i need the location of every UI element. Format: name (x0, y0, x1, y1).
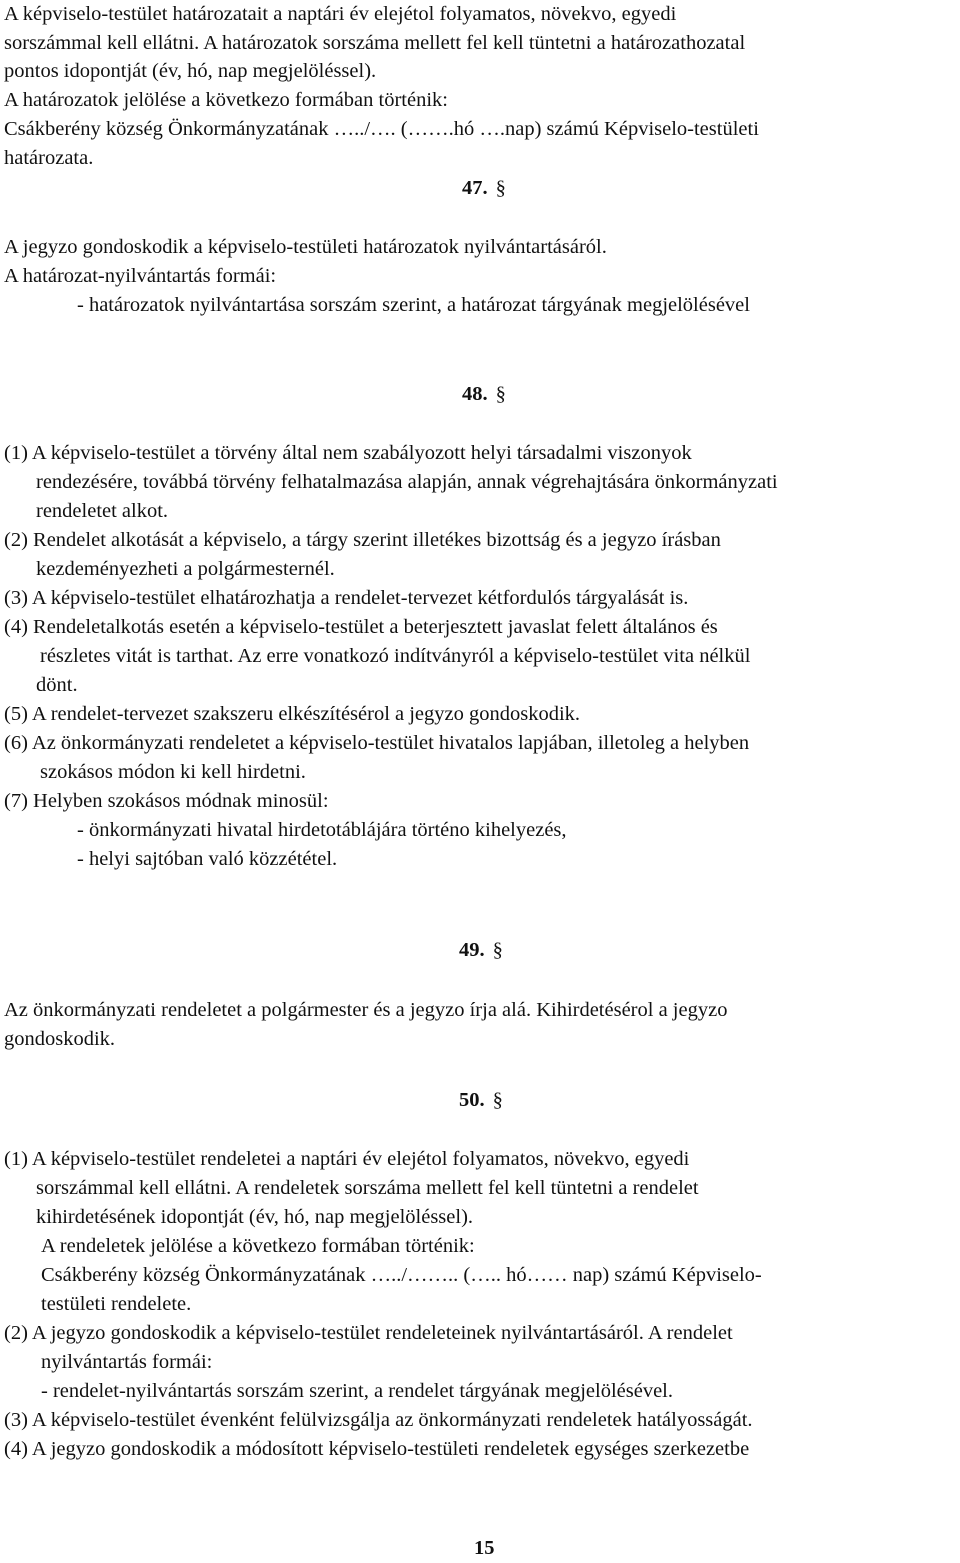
text-line: határozata. (4, 147, 94, 169)
text-line: pontos idopontját (év, hó, nap megjelöléssel). (4, 60, 377, 82)
section-heading-50 (459, 1090, 503, 1111)
text-line: (6) Az önkormányzati rendeletet a képviselo-testület hivatalos lapjában, illetoleg a helyben (4, 732, 750, 754)
text-line: A jegyzo gondoskodik a képviselo-testületi határozatok nyilvántartásáról. (4, 236, 607, 258)
text-line: A határozat-nyilvántartás formái: (4, 265, 277, 287)
text-line: (4) Rendeletalkotás esetén a képviselo-testület a beterjesztett javaslat felett általános és (4, 616, 718, 638)
text-line: (5) A rendelet-tervezet szakszeru elkészítésérol a jegyzo gondoskodik. (4, 703, 581, 725)
text-line: (3) A képviselo-testület évenként felülvizsgálja az önkormányzati rendeletek hatályosságát. (4, 1409, 753, 1431)
paragraph-symbol: § (495, 177, 506, 199)
text-line: (1) A képviselo-testület rendeletei a naptári év elejétol folyamatos, növekvo, egyedi (4, 1148, 690, 1170)
text-line: Csákberény község Önkormányzatának …../…. (…….hó ….nap) számú Képviselo-testületi (4, 118, 759, 140)
text-line: (3) A képviselo-testület elhatározhatja a rendelet-tervezet kétfordulós tárgyalását is. (4, 587, 689, 609)
text-line: sorszámmal kell ellátni. A rendeletek sorszáma mellett fel kell tüntetni a rendelet (36, 1177, 699, 1199)
text-line: (1) A képviselo-testület a törvény által nem szabályozott helyi társadalmi viszonyok (4, 442, 692, 464)
section-number: 48. (462, 383, 488, 405)
text-line: Az önkormányzati rendeletet a polgármester és a jegyzo írja alá. Kihirdetésérol a jegyzo (4, 999, 728, 1021)
text-line: nyilvántartás formái: (41, 1351, 213, 1373)
page-number: 15 (474, 1537, 495, 1559)
section-heading-49 (459, 940, 503, 961)
text-line: - határozatok nyilvántartása sorszám szerint, a határozat tárgyának megjelölésével (77, 294, 750, 316)
text-line: (7) Helyben szokásos módnak minosül: (4, 790, 329, 812)
text-line: (4) A jegyzo gondoskodik a módosított képviselo-testületi rendeletek egységes szerkezetbe (4, 1438, 750, 1460)
text-line: - helyi sajtóban való közzététel. (77, 848, 338, 870)
text-line: - önkormányzati hivatal hirdetotáblájára történo kihelyezés, (77, 819, 567, 841)
text-line: kihirdetésének idopontját (év, hó, nap megjelöléssel). (36, 1206, 474, 1228)
text-line: Csákberény község Önkormányzatának …../…….. (….. hó…… nap) számú Képviselo- (41, 1264, 762, 1286)
text-line: A képviselo-testület határozatait a naptári év elejétol folyamatos, növekvo, egyedi (4, 3, 677, 25)
text-line: rendezésére, továbbá törvény felhatalmazása alapján, annak végrehajtására önkormányzati (36, 471, 778, 493)
text-line: rendeletet alkot. (36, 500, 169, 522)
text-line: (2) Rendelet alkotását a képviselo, a tárgy szerint illetékes bizottság és a jegyzo írásban (4, 529, 721, 551)
paragraph-symbol: § (492, 1089, 503, 1111)
text-line: kezdeményezheti a polgármesternél. (36, 558, 335, 580)
text-line: A rendeletek jelölése a következo formában történik: (41, 1235, 475, 1257)
text-line: sorszámmal kell ellátni. A határozatok sorszáma mellett fel kell tüntetni a határozathozatal (4, 32, 746, 54)
section-number: 50. (459, 1089, 485, 1111)
paragraph-symbol: § (492, 939, 503, 961)
section-number: 47. (462, 177, 488, 199)
section-heading-48 (462, 384, 506, 405)
text-line: A határozatok jelölése a következo formában történik: (4, 89, 448, 111)
text-line: testületi rendelete. (41, 1293, 192, 1315)
text-line: szokásos módon ki kell hirdetni. (40, 761, 306, 783)
text-line: (2) A jegyzo gondoskodik a képviselo-testület rendeleteinek nyilvántartásáról. A rendelet (4, 1322, 733, 1344)
text-line: részletes vitát is tarthat. Az erre vonatkozó indítványról a képviselo-testület vita nélkül (40, 645, 751, 667)
text-line: gondoskodik. (4, 1028, 116, 1050)
text-line: - rendelet-nyilvántartás sorszám szerint, a rendelet tárgyának megjelölésével. (41, 1380, 674, 1402)
text-line: dönt. (36, 674, 78, 696)
paragraph-symbol: § (495, 383, 506, 405)
section-number: 49. (459, 939, 485, 961)
section-heading-47 (462, 178, 506, 199)
